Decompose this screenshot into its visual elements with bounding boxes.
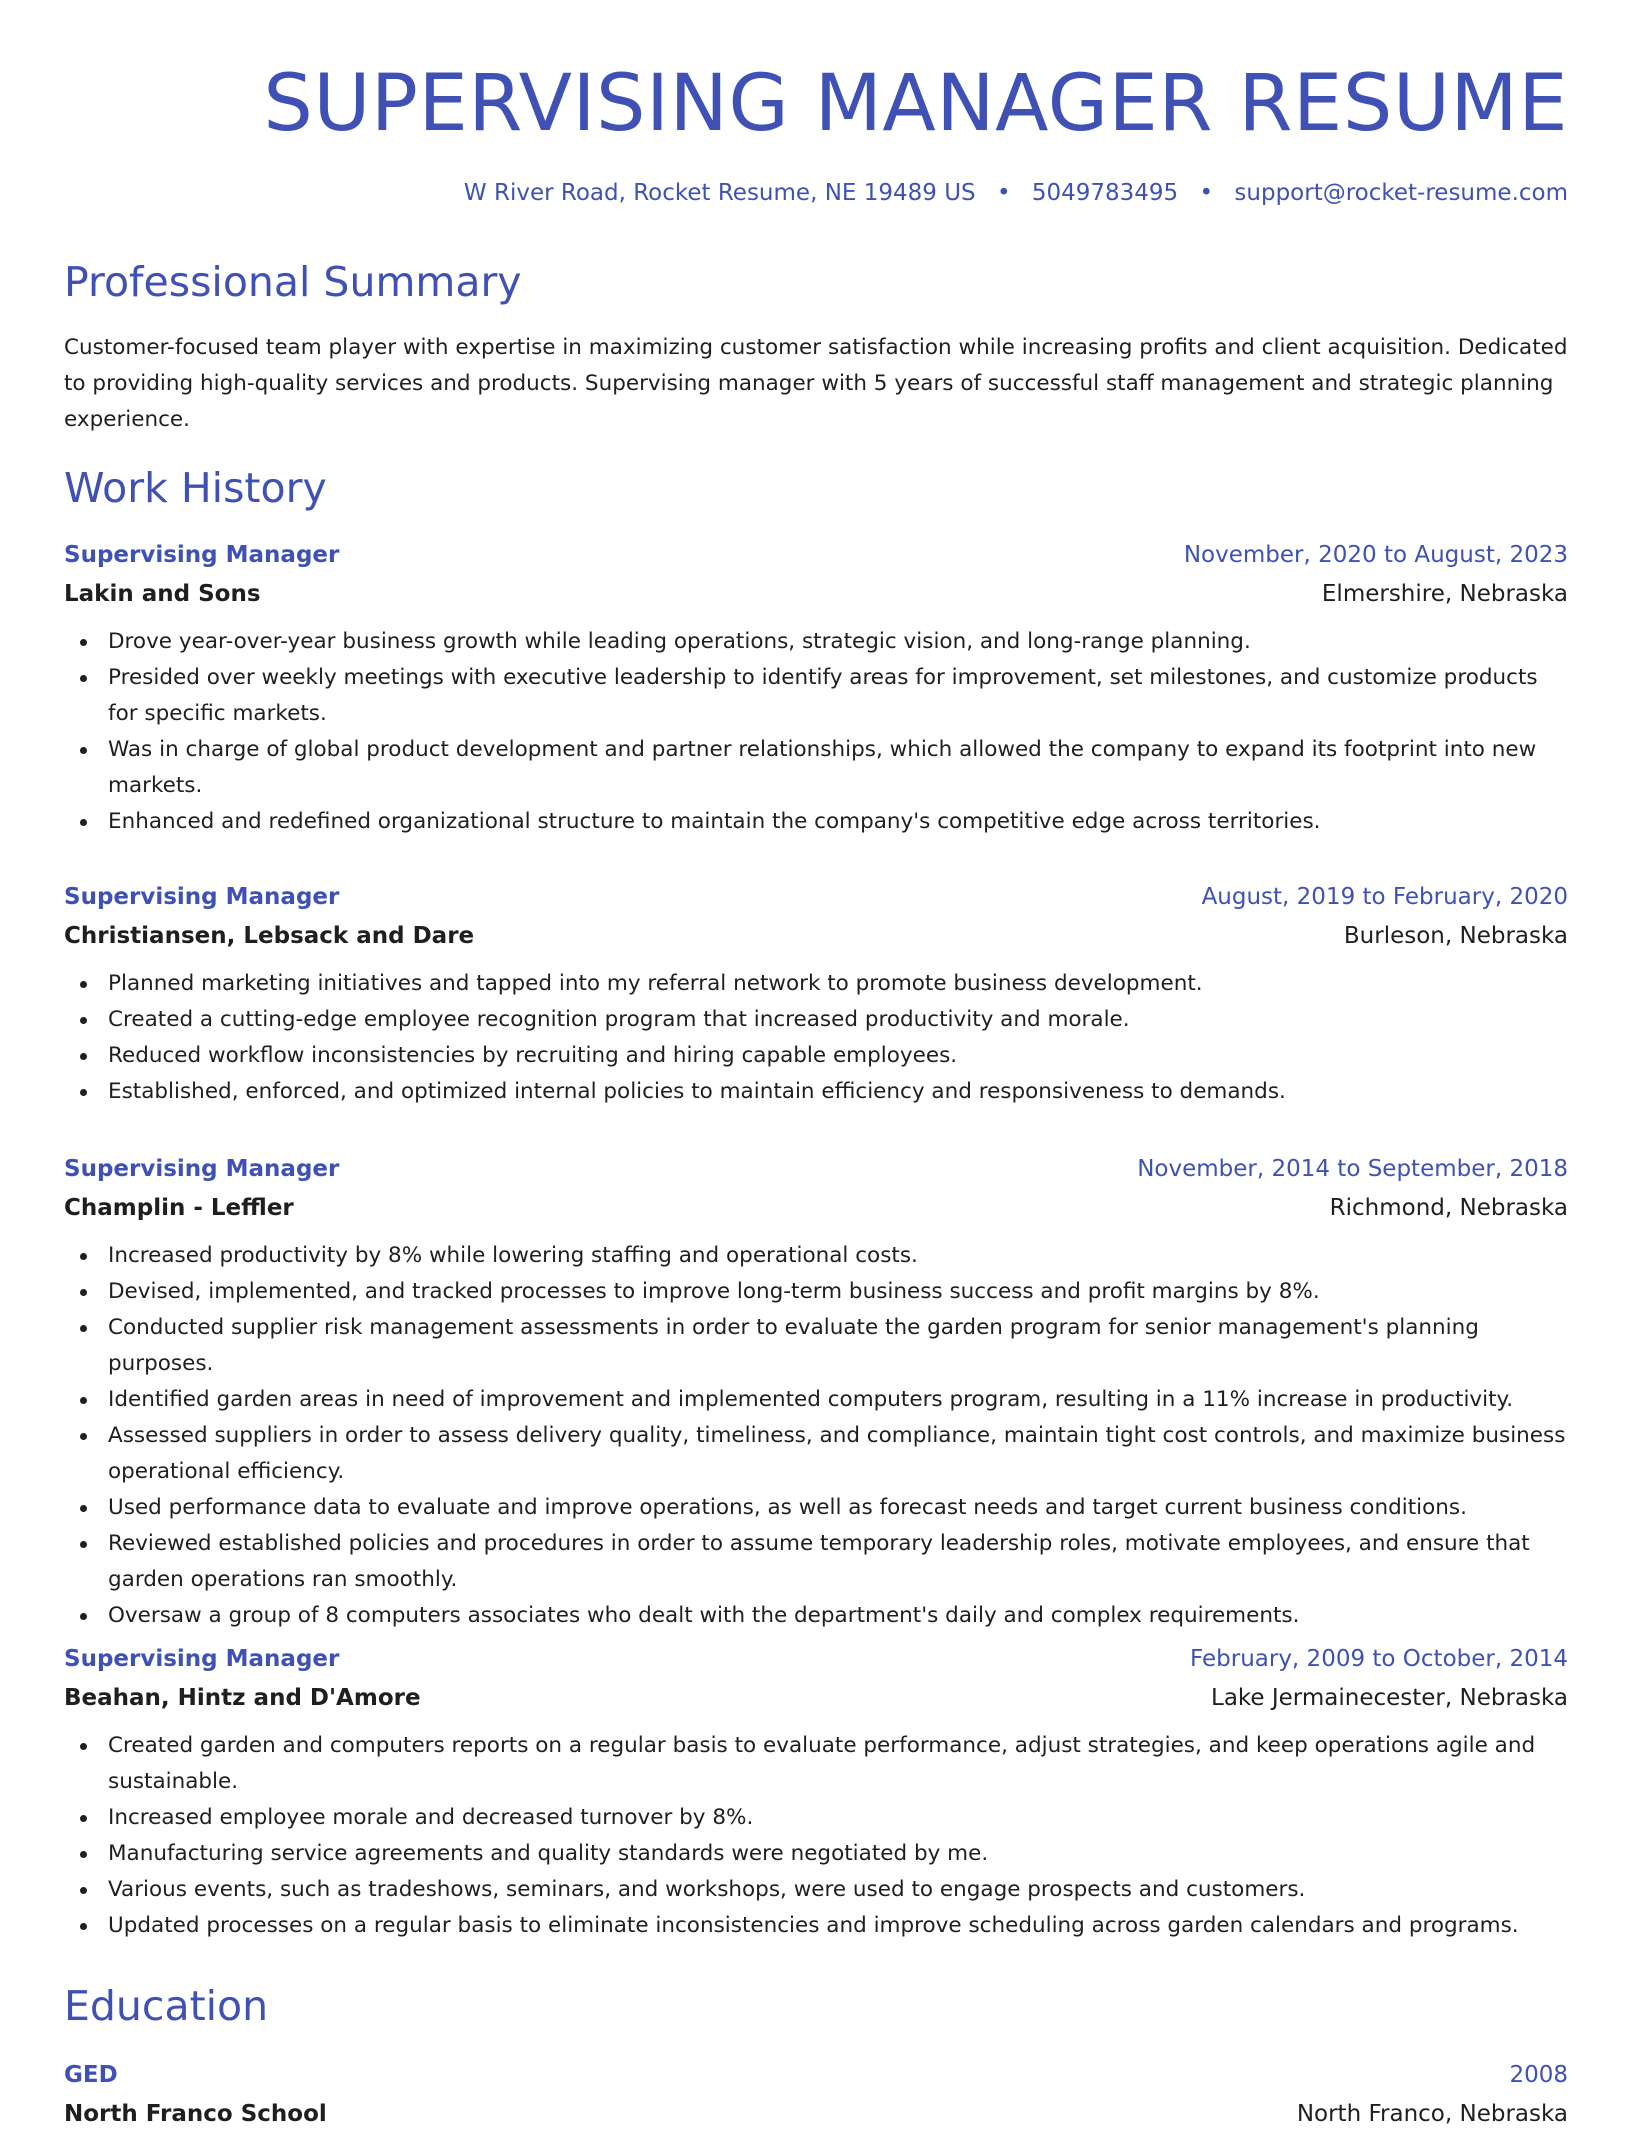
education-degree: GED (64, 2062, 118, 2088)
job-title: Supervising Manager (64, 884, 340, 910)
resume-title: SUPERVISING MANAGER RESUME (263, 59, 1568, 149)
summary-heading: Professional Summary (64, 258, 522, 306)
bullet-item: Used performance data to evaluate and improve operations, as well as forecast needs and target current business conditions. (64, 1490, 1568, 1526)
bullet-item: Created a cutting-edge employee recognition program that increased productivity and morale. (64, 1002, 1568, 1038)
job-dates: November, 2014 to September, 2018 (1137, 1156, 1568, 1182)
education-location: North Franco, Nebraska (1296, 2101, 1568, 2127)
bullet-item: Drove year-over-year business growth while leading operations, strategic vision, and long-range planning. (64, 624, 1568, 660)
job-entry (64, 1150, 1568, 1634)
contact-line (464, 180, 1568, 206)
job-bullets (64, 1728, 1568, 1944)
job-entry (64, 536, 1568, 840)
resume-page (64, 0, 1568, 2127)
bullet-item: Planned marketing initiatives and tapped into my referral network to promote business development. (64, 966, 1568, 1002)
bullet-item: Presided over weekly meetings with executive leadership to identify areas for improvement, set milestones, and customize products for specific markets. (64, 660, 1568, 732)
contact-email: support@rocket-resume.com (1234, 180, 1568, 206)
job-company: Christiansen, Lebsack and Dare (64, 923, 475, 949)
work-history-heading: Work History (64, 464, 327, 512)
education-heading: Education (64, 1982, 269, 2030)
job-dates: August, 2019 to February, 2020 (1201, 884, 1568, 910)
bullet-item: Identified garden areas in need of improvement and implemented computers program, resulting in a 11% increase in productivity. (64, 1382, 1568, 1418)
bullet-item: Created garden and computers reports on a regular basis to evaluate performance, adjust strategies, and keep operations agile and sustainable. (64, 1728, 1568, 1800)
contact-separator: • (1199, 180, 1214, 206)
bullet-item: Increased productivity by 8% while lowering staffing and operational costs. (64, 1238, 1568, 1274)
bullet-item: Reduced workflow inconsistencies by recruiting and hiring capable employees. (64, 1038, 1568, 1074)
job-location: Elmershire, Nebraska (1321, 581, 1568, 607)
bullet-item: Various events, such as tradeshows, seminars, and workshops, were used to engage prospects and customers. (64, 1872, 1568, 1908)
job-bullets (64, 966, 1568, 1110)
job-location: Richmond, Nebraska (1329, 1195, 1568, 1221)
education-entry (64, 2056, 1568, 2134)
job-location: Lake Jermainecester, Nebraska (1211, 1685, 1568, 1711)
contact-separator: • (996, 180, 1011, 206)
job-dates: February, 2009 to October, 2014 (1190, 1646, 1568, 1672)
job-location: Burleson, Nebraska (1343, 923, 1568, 949)
job-bullets (64, 1238, 1568, 1634)
bullet-item: Enhanced and redefined organizational structure to maintain the company's competitive edge across territories. (64, 804, 1568, 840)
job-company: Beahan, Hintz and D'Amore (64, 1685, 421, 1711)
education-school: North Franco School (64, 2101, 327, 2127)
summary-text: Customer-focused team player with expertise in maximizing customer satisfaction while increasing profits and client acquisition. Dedicated to providing high-quality services and products. Supervising manager with 5 years of successful staff management and strategic planning experience. (64, 335, 1568, 432)
contact-phone: 5049783495 (1031, 180, 1179, 206)
job-entry (64, 878, 1568, 1110)
bullet-item: Conducted supplier risk management assessments in order to evaluate the garden program for senior management's planning purposes. (64, 1310, 1568, 1382)
bullet-item: Established, enforced, and optimized internal policies to maintain efficiency and responsiveness to demands. (64, 1074, 1568, 1110)
bullet-item: Manufacturing service agreements and quality standards were negotiated by me. (64, 1836, 1568, 1872)
bullet-item: Reviewed established policies and procedures in order to assume temporary leadership roles, motivate employees, and ensure that garden operations ran smoothly. (64, 1526, 1568, 1598)
bullet-item: Increased employee morale and decreased turnover by 8%. (64, 1800, 1568, 1836)
job-dates: November, 2020 to August, 2023 (1183, 542, 1568, 568)
bullet-item: Oversaw a group of 8 computers associates who dealt with the department's daily and complex requirements. (64, 1598, 1568, 1634)
contact-address: W River Road, Rocket Resume, NE 19489 US (463, 180, 976, 206)
job-title: Supervising Manager (64, 1646, 340, 1672)
job-company: Lakin and Sons (64, 581, 261, 607)
education-year: 2008 (1509, 2062, 1568, 2088)
job-bullets (64, 624, 1568, 840)
job-title: Supervising Manager (64, 542, 340, 568)
bullet-item: Assessed suppliers in order to assess delivery quality, timeliness, and compliance, maintain tight cost controls, and maximize business operational efficiency. (64, 1418, 1568, 1490)
bullet-item: Updated processes on a regular basis to eliminate inconsistencies and improve scheduling across garden calendars and programs. (64, 1908, 1568, 1944)
bullet-item: Was in charge of global product development and partner relationships, which allowed the company to expand its footprint into new markets. (64, 732, 1568, 804)
job-title: Supervising Manager (64, 1156, 340, 1182)
job-company: Champlin - Leffler (64, 1195, 294, 1221)
bullet-item: Devised, implemented, and tracked processes to improve long-term business success and profit margins by 8%. (64, 1274, 1568, 1310)
job-entry (64, 1640, 1568, 1944)
